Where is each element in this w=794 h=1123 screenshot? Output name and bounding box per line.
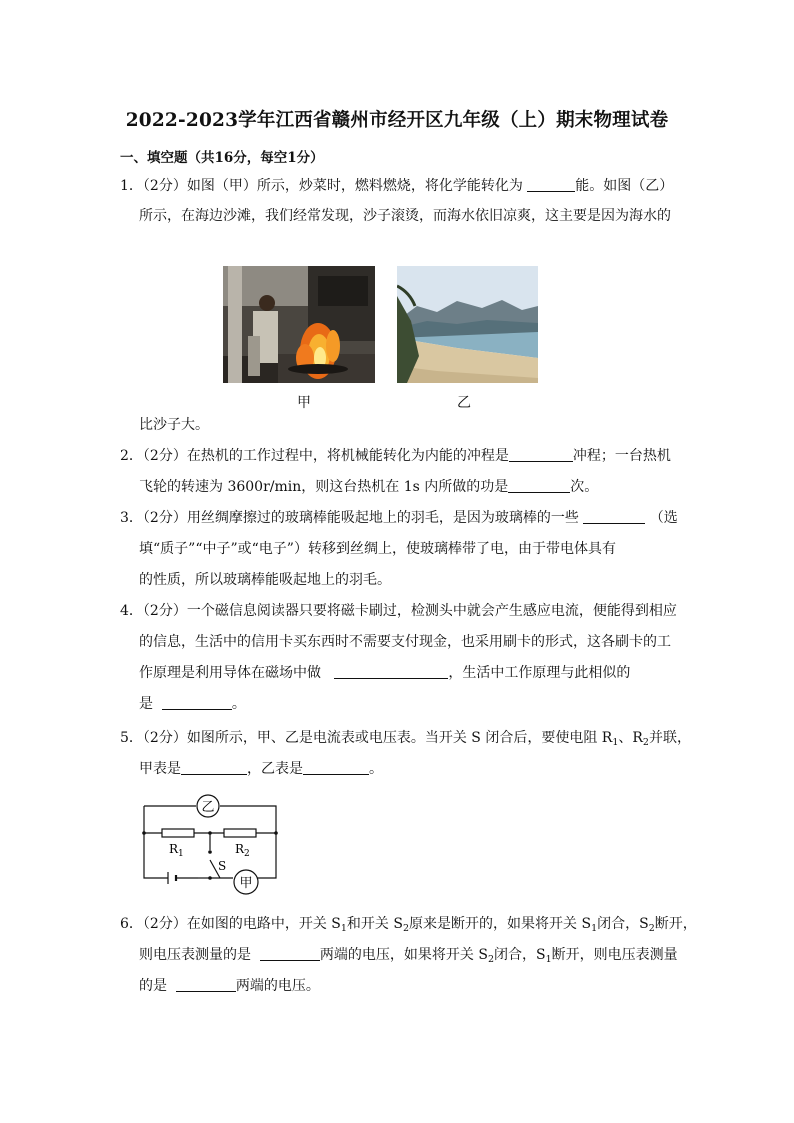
r1-label: $R_1$ — [169, 842, 184, 859]
question-number: 5． — [120, 730, 143, 746]
meter-yi-label: 乙 — [201, 800, 215, 815]
question-5-line-1: 5．（2分）如图所示，甲、乙是电流表或电压表。当开关 S 闭合后，要使电阻 $R_1$、$R_2$并联， — [120, 730, 691, 748]
question-number: 3． — [120, 510, 143, 526]
cooking-fire-photo — [223, 266, 375, 383]
question-number: 6． — [120, 916, 143, 932]
answer-blank[interactable] — [260, 946, 320, 961]
answer-blank[interactable] — [181, 760, 247, 775]
question-1-line-2: 所示，在海边沙滩，我们经常发现，沙子滚烫，而海水依旧凉爽，这主要是因为海水的 — [139, 208, 671, 224]
figure-caption-yi: 乙 — [457, 395, 471, 411]
answer-blank[interactable] — [334, 664, 448, 679]
question-2-line-1: 2．（2分）在热机的工作过程中，将机械能转化为内能的冲程是 冲程；一台热机 — [120, 448, 671, 464]
question-5-line-2: 甲表是 ，乙表是 。 — [139, 761, 383, 777]
section-heading: 一、填空题（共16分，每空1分） — [120, 150, 324, 166]
question-4-line-1: 4．（2分）一个磁信息阅读器只要将磁卡刷过，检测头中就会产生感应电流，便能得到相应 — [120, 603, 677, 619]
answer-blank[interactable] — [303, 760, 369, 775]
question-4-line-4: 是 。 — [139, 696, 246, 712]
question-1-line-1: 1．（2分）如图（甲）所示，炒菜时，燃料燃烧，将化学能转化为 能。如图（乙） — [120, 178, 674, 194]
answer-blank[interactable] — [162, 695, 232, 710]
question-number: 1． — [120, 178, 143, 194]
answer-blank[interactable] — [176, 977, 236, 992]
figure-caption-jia: 甲 — [297, 395, 311, 411]
question-3-line-3: 的性质，所以玻璃棒能吸起地上的羽毛。 — [139, 572, 391, 588]
answer-blank[interactable] — [508, 478, 570, 493]
question-6-line-2: 则电压表测量的是 两端的电压，如果将开关 $S_2$闭合，$S_1$断开，则电压表测量 — [139, 947, 678, 965]
page-title: 2022-2023学年江西省赣州市经开区九年级（上）期末物理试卷 — [125, 110, 669, 131]
answer-blank[interactable] — [583, 509, 645, 524]
question-6-line-3: 的是 两端的电压。 — [139, 978, 320, 994]
question-2-line-2: 飞轮的转速为 3600r/min，则这台热机在 1s 内所做的功是 次。 — [139, 479, 599, 495]
meter-jia-label: 甲 — [239, 876, 253, 891]
question-3-line-2: 填“质子”“中子”或“电子”）转移到丝绸上，使玻璃棒带了电，由于带电体具有 — [139, 541, 616, 557]
question-4-line-2: 的信息，生活中的信用卡买东西时不需要支付现金，也采用刷卡的形式，这各刷卡的工 — [139, 634, 671, 650]
question-1-line-3: 比沙子大。 — [139, 417, 209, 433]
question-number: 4． — [120, 603, 143, 619]
question-number: 2． — [120, 448, 143, 464]
resistor-r2 — [224, 829, 256, 837]
switch-label: S — [218, 859, 227, 873]
r2-label: $R_2$ — [235, 842, 250, 859]
beach-photo — [397, 266, 538, 383]
question-3-line-1: 3．（2分）用丝绸摩擦过的玻璃棒能吸起地上的羽毛，是因为玻璃棒的一些 （选 — [120, 510, 678, 526]
circuit-diagram — [138, 792, 288, 900]
question-6-line-1: 6．（2分）在如图的电路中，开关 $S_1$和开关 $S_2$原来是断开的，如果将开关 $S_1$闭合，$S_2$断开， — [120, 916, 697, 934]
answer-blank[interactable] — [527, 177, 575, 192]
answer-blank[interactable] — [509, 447, 573, 462]
resistor-r1 — [162, 829, 194, 837]
question-4-line-3: 作原理是利用导体在磁场中做 ，生活中工作原理与此相似的 — [139, 665, 631, 681]
